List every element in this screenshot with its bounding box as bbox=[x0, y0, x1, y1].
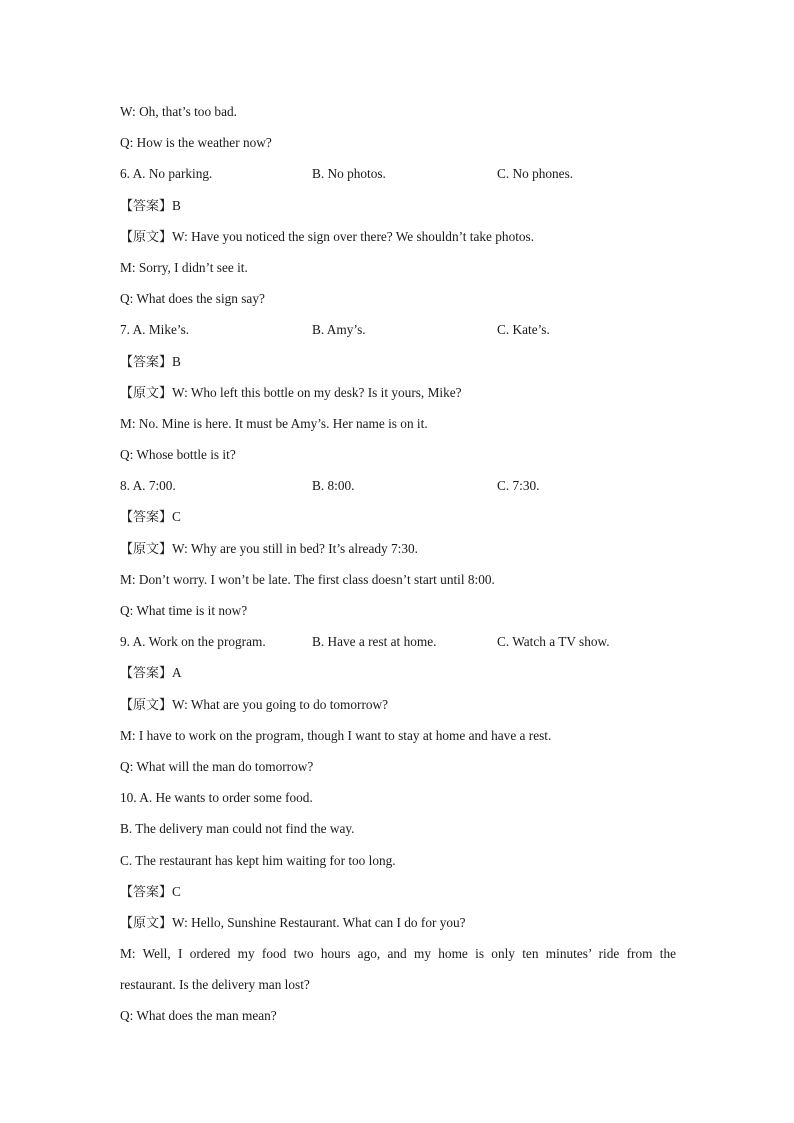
q9-options bbox=[120, 630, 676, 661]
question-line: Q: What time is it now? bbox=[120, 603, 248, 618]
q8-options bbox=[120, 474, 676, 505]
q6-answer bbox=[120, 194, 676, 225]
dialogue-line: M: Don’t worry. I won’t be late. The first class doesn’t start until 8:00. bbox=[120, 571, 495, 587]
q9-answer bbox=[120, 661, 676, 692]
transcript-text: W: Who left this bottle on my desk? Is it yours, Mike? bbox=[172, 384, 462, 400]
q10-transcript bbox=[120, 911, 676, 942]
answer-label: 【答案】 bbox=[120, 884, 173, 900]
dialogue-line: M: Well, I ordered my food two hours ago, and my home is only ten minutes’ ride from the bbox=[120, 946, 676, 962]
q6-option-b: B. No photos. bbox=[312, 166, 386, 182]
q10-option-a: 10. A. He wants to order some food. bbox=[120, 790, 313, 806]
q7-transcript bbox=[120, 381, 676, 412]
q8-option-a: 8. A. 7:00. bbox=[120, 478, 176, 494]
answer-label: 【答案】 bbox=[120, 354, 173, 370]
question-line: Q: What will the man do tomorrow? bbox=[120, 758, 314, 774]
transcript-text: W: Hello, Sunshine Restaurant. What can I do for you? bbox=[172, 914, 466, 930]
q7-options bbox=[120, 318, 676, 349]
q8-option-b: B. 8:00. bbox=[312, 478, 355, 494]
q10-answer bbox=[120, 880, 676, 911]
dialogue-line-continued: restaurant. Is the delivery man lost? bbox=[120, 977, 310, 993]
answer-label: 【答案】 bbox=[120, 510, 173, 526]
dialogue-line: M: I have to work on the program, though I want to stay at home and have a rest. bbox=[120, 727, 552, 743]
q7-option-c: C. Kate’s. bbox=[497, 322, 550, 338]
answer-label: 【答案】 bbox=[120, 666, 173, 682]
q6-transcript bbox=[120, 225, 676, 256]
dialogue-line: M: Sorry, I didn’t see it. bbox=[120, 259, 248, 275]
q9-option-a: 9. A. Work on the program. bbox=[120, 634, 266, 650]
transcript-label: 【原文】 bbox=[120, 541, 173, 557]
q9-option-c: C. Watch a TV show. bbox=[497, 634, 610, 650]
transcript-label: 【原文】 bbox=[120, 229, 173, 245]
answer-value: A bbox=[172, 665, 182, 681]
dialogue-line: M: No. Mine is here. It must be Amy’s. Her name is on it. bbox=[120, 415, 428, 431]
question-line: Q: What does the man mean? bbox=[120, 1008, 277, 1024]
transcript-label: 【原文】 bbox=[120, 915, 173, 931]
q9-transcript bbox=[120, 693, 676, 724]
q6-options bbox=[120, 162, 676, 193]
question-line: Q: What does the sign say? bbox=[120, 291, 265, 307]
transcript-text: W: Why are you still in bed? It’s already 7:30. bbox=[172, 540, 418, 556]
question-line: Q: How is the weather now? bbox=[120, 135, 272, 151]
q8-answer bbox=[120, 505, 676, 536]
q8-option-c: C. 7:30. bbox=[497, 478, 540, 494]
q7-option-a: 7. A. Mike’s. bbox=[120, 322, 190, 338]
q8-transcript bbox=[120, 537, 676, 568]
answer-label: 【答案】 bbox=[120, 198, 173, 214]
answer-value: B bbox=[172, 353, 181, 369]
q9-option-b: B. Have a rest at home. bbox=[312, 634, 437, 650]
transcript-text: W: Have you noticed the sign over there? We shouldn’t take photos. bbox=[172, 228, 535, 244]
transcript-text: W: What are you going to do tomorrow? bbox=[172, 696, 389, 712]
transcript-label: 【原文】 bbox=[120, 697, 173, 713]
q10-option-b: B. The delivery man could not find the way. bbox=[120, 821, 355, 837]
dialogue-line: W: Oh, that’s too bad. bbox=[120, 104, 237, 119]
document-page bbox=[120, 100, 676, 1036]
transcript-label: 【原文】 bbox=[120, 385, 173, 401]
q7-option-b: B. Amy’s. bbox=[312, 322, 366, 338]
q7-answer bbox=[120, 350, 676, 381]
q6-option-a: 6. A. No parking. bbox=[120, 166, 213, 182]
q6-option-c: C. No phones. bbox=[497, 166, 574, 182]
answer-value: B bbox=[172, 197, 181, 213]
q10-option-c: C. The restaurant has kept him waiting for too long. bbox=[120, 852, 396, 868]
question-line: Q: Whose bottle is it? bbox=[120, 447, 236, 463]
answer-value: C bbox=[172, 883, 181, 899]
answer-value: C bbox=[172, 509, 181, 525]
